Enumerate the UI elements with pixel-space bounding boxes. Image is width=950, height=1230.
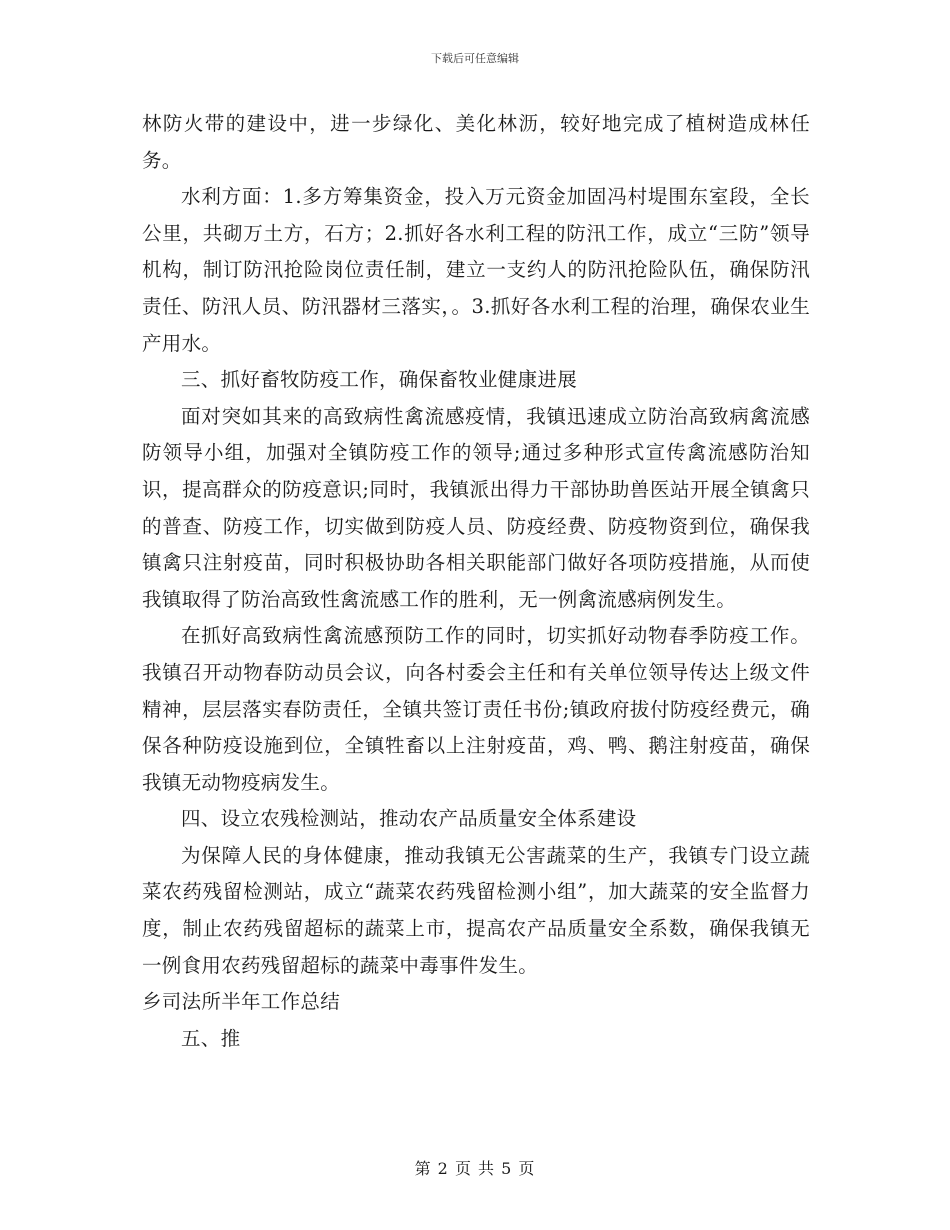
paragraph-forestry-continued: 林防火带的建设中，进一步绿化、美化林沥，较好地完成了植树造成林任务。 <box>142 112 810 172</box>
section-heading-five: 五、推 <box>181 1026 241 1050</box>
paragraph-water-conservancy: 水利方面：1.多方筹集资金，投入万元资金加固冯村堤围东室段，全长公里，共砌万土方，石方；2.抓好各水利工程的防汛工作，成立“三防”领导机构，制订防汛抢险岗位责任制，建立一支约人的防汛抢险队伍，确保防汛责任、防汛人员、防汛器材三落实，。3.抓好各水利工程的治理，确保农业生产用水。 <box>142 185 810 355</box>
paragraph-pesticide-testing: 为保障人民的身体健康，推动我镇无公害蔬菜的生产，我镇专门设立蔬菜农药残留检测站，成立“蔬菜农药残留检测小组”，加大蔬菜的安全监督力度，制止农药残留超标的蔬菜上市，提高农产品质量安全系数，确保我镇无一例食用农药残留超标的蔬菜中毒事件发生。 <box>142 843 810 977</box>
paragraph-spring-epidemic: 在抓好高致病性禽流感预防工作的同时，切实抓好动物春季防疫工作。我镇召开动物春防动员会议，向各村委会主任和有关单位领导传达上级文件精神，层层落实春防责任，全镇共签订责任书份;镇政府拔付防疫经费元，确保各种防疫设施到位，全镇牲畜以上注射疫苗，鸡、鸭、鹅注射疫苗，确保我镇无动物疫病发生。 <box>142 624 810 794</box>
paragraph-avian-flu: 面对突如其来的高致病性禽流感疫情，我镇迅速成立防治高致病禽流感防领导小组，加强对全镇防疫工作的领导;通过多种形式宣传禽流感防治知识，提高群众的防疫意识;同时，我镇派出得力干部协助兽医站开展全镇禽只的普查、防疫工作，切实做到防疫人员、防疫经费、防疫物资到位，确保我镇禽只注射疫苗，同时积极协助各相关职能部门做好各项防疫措施，从而使我镇取得了防治高致性禽流感工作的胜利，无一例禽流感病例发生。 <box>142 404 810 611</box>
section-heading-animal-epidemic: 三、抓好畜牧防疫工作，确保畜牧业健康进展 <box>181 368 578 392</box>
document-body <box>142 106 810 1057</box>
page-header: 下载后可任意编辑 <box>431 52 519 65</box>
page-number-footer: 第 2 页 共 5 页 <box>414 1159 536 1178</box>
inserted-title-line: 乡司法所半年工作总结 <box>142 990 341 1014</box>
section-heading-pesticide-testing: 四、设立农残检测站，推动农产品质量安全体系建设 <box>181 807 637 831</box>
